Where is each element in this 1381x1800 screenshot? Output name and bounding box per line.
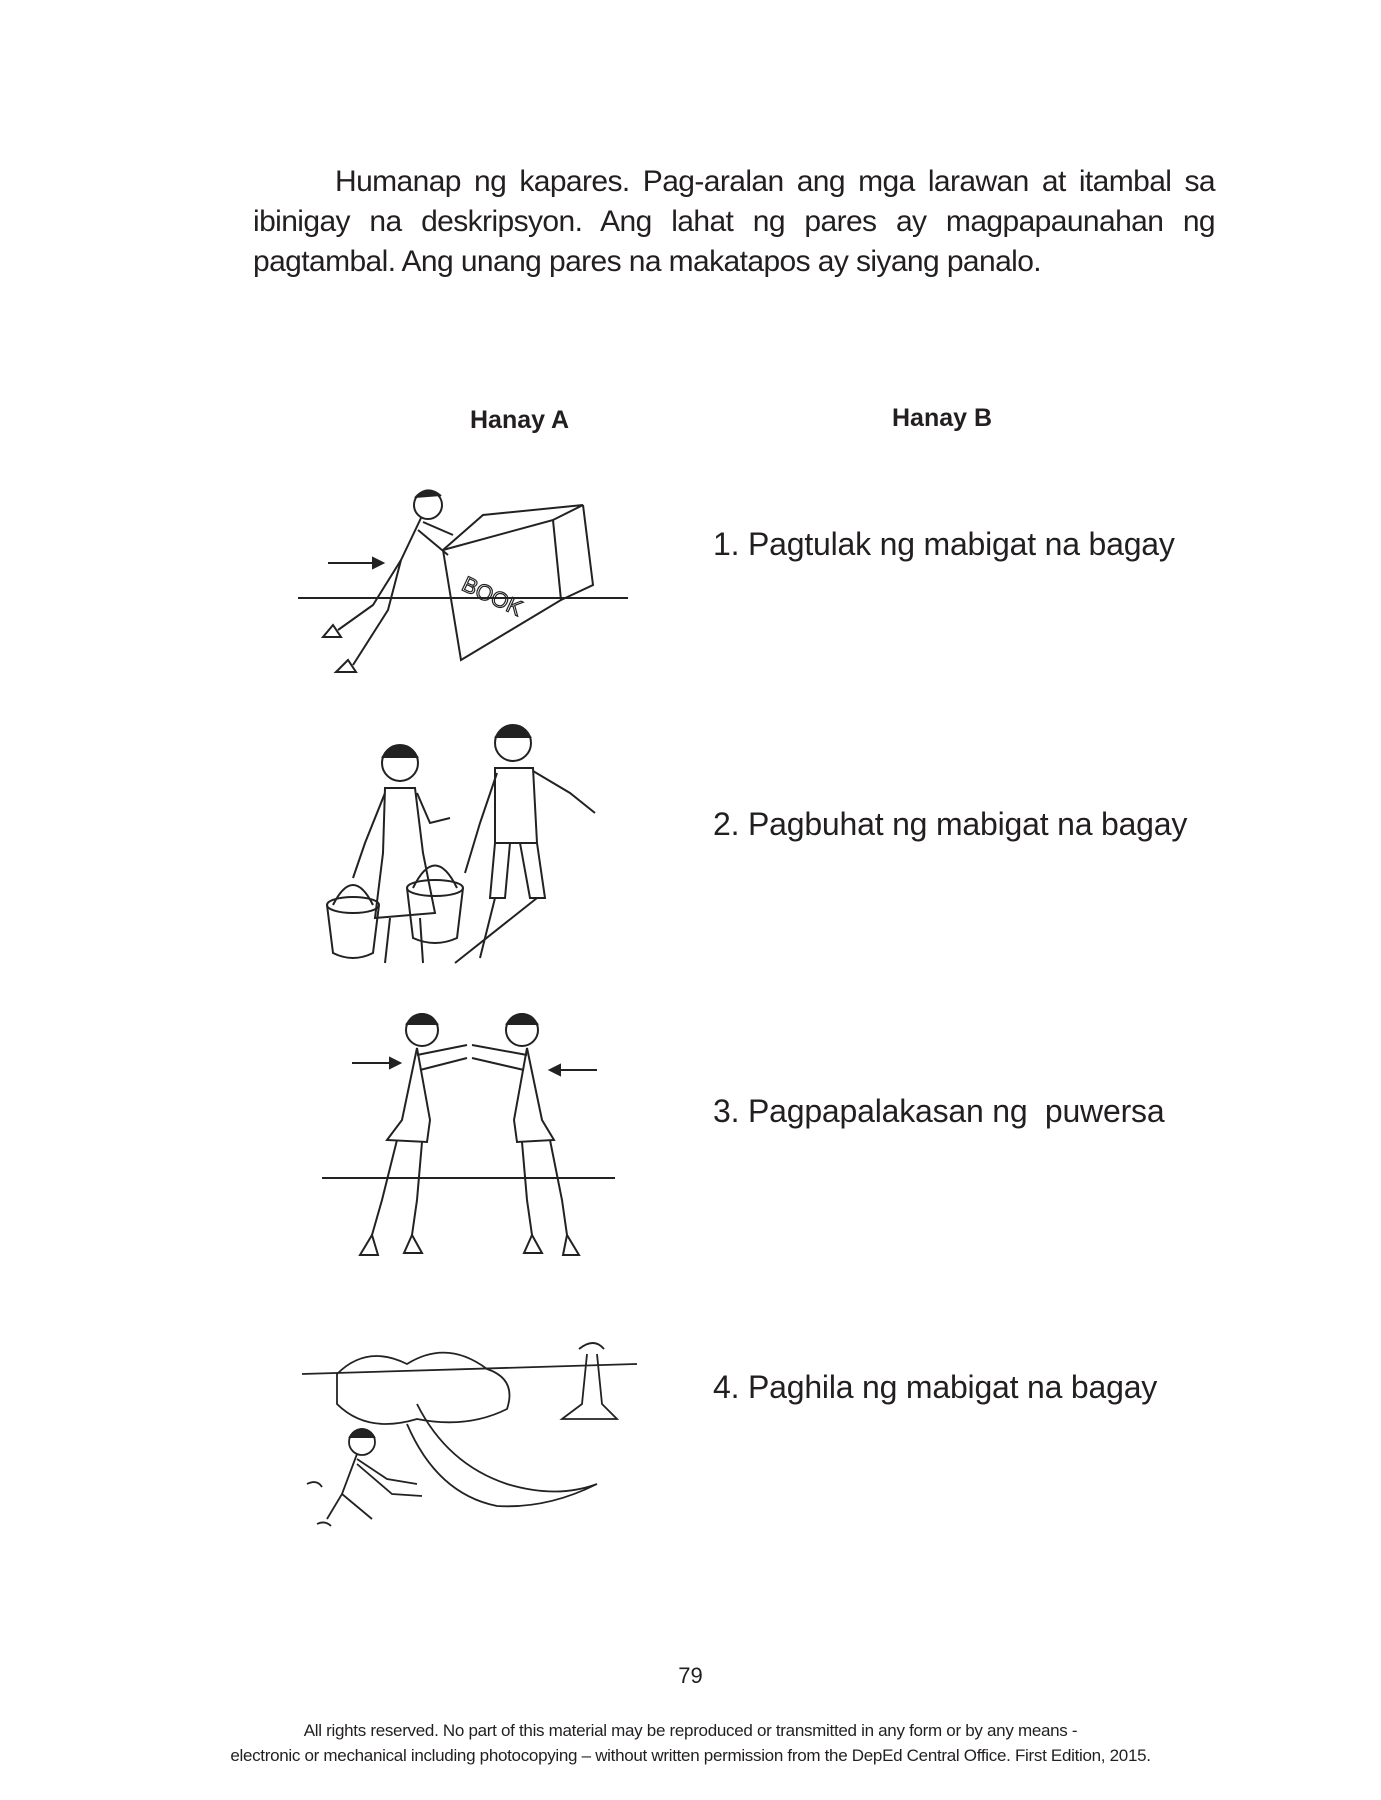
column-header-hanay-b: Hanay B (892, 404, 993, 432)
box-label: BOOK (458, 571, 527, 621)
footer-line-1: All rights reserved. No part of this material may be reproduced or transmitted in any form or by any means - (303, 1721, 1078, 1740)
hanay-b-item-4: 4. Paghila ng mabigat na bagay (713, 1369, 1158, 1405)
hanay-b-item-1: 1. Pagtulak ng mabigat na bagay (713, 526, 1175, 562)
page-number: 79 (678, 1663, 703, 1688)
copyright-footer (0, 1718, 1381, 1768)
hanay-b-item-2: 2. Pagbuhat ng mabigat na bagay (713, 806, 1188, 842)
two-boys-pushing-hands-illustration (322, 1000, 615, 1260)
children-carrying-buckets-illustration (305, 713, 610, 978)
boy-pulling-fallen-tree-illustration (297, 1334, 644, 1541)
hanay-b-item-3: 3. Pagpapalakasan ng puwersa (713, 1093, 1165, 1129)
boy-pushing-book-box-illustration (293, 460, 638, 696)
column-header-hanay-a: Hanay A (470, 406, 570, 434)
instructions-paragraph: Humanap ng kapares. Pag-aralan ang mga larawan at itambal sa ibinigay na deskripsyon. Ang lahat ng pares ay magpapaunahan ng pagtambal. Ang unang pares na makatapos ay siyang panalo. (253, 165, 1215, 278)
footer-line-2: electronic or mechanical including photocopying – without written permission from the DepEd Central Office. First Edition, 2015. (230, 1746, 1151, 1765)
